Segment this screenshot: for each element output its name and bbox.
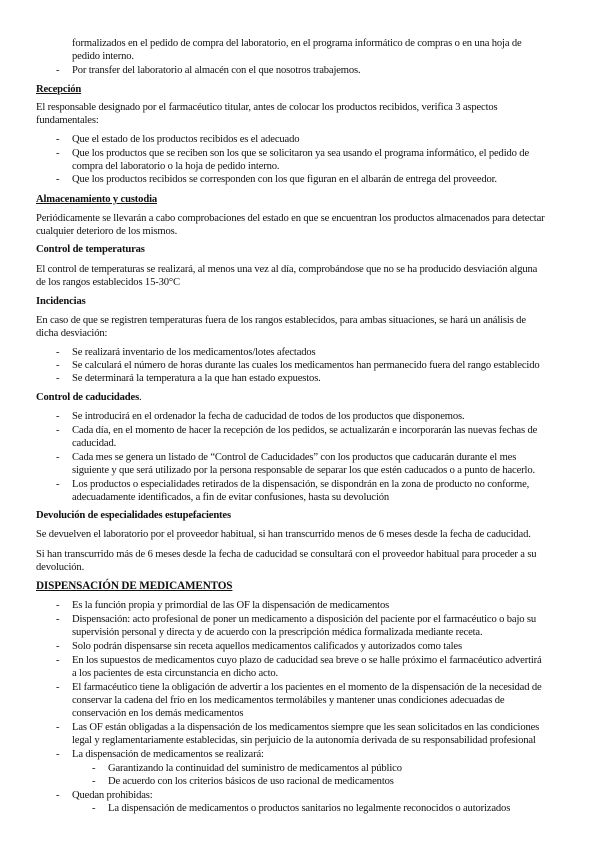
bullet-text: a los pacientes de esta circunstancia en dicho acto. — [72, 668, 279, 679]
subheading-caducidades-tail: . — [139, 392, 142, 403]
bullet-dash: - — [56, 134, 60, 145]
subheading-caducidades-text: Control de caducidades — [36, 392, 140, 403]
bullet-text: compra del laboratorio o la hoja de pedido interno. — [72, 161, 280, 172]
bullet-text: adecuadamente identificados, a fin de evitar confusiones, hasta su devolución — [72, 492, 390, 503]
bullet-text: Se determinará la temperatura a la que han estado expuestos. — [72, 373, 321, 384]
body-text: pedido interno. — [72, 51, 134, 62]
bullet-dash: - — [56, 148, 60, 159]
bullet-dash: - — [56, 790, 60, 801]
bullet-text: Dispensación: acto profesional de poner un medicamento a disposición del paciente por el farmacéutico o bajo su — [72, 614, 537, 625]
bullet-dash: - — [56, 452, 60, 463]
bullet-text: legal y reglamentariamente establecidas, sin perjuicio de la autonomía derivada de su responsabilidad profesional — [72, 735, 536, 746]
subheading-incidencias: Incidencias — [36, 296, 86, 307]
bullet-text: Los productos o especialidades retirados de la dispensación, se dispondrán en la zona de producto no conforme, — [72, 479, 530, 490]
section-heading-almacenamiento: Almacenamiento y custodia — [36, 194, 158, 205]
bullet-dash: - — [56, 411, 60, 422]
paragraph: de los rangos establecidos 15-30°C — [36, 277, 180, 288]
bullet-dash: - — [56, 479, 60, 490]
paragraph: El responsable designado por el farmacéutico titular, antes de colocar los productos recibidos, verifica 3 aspectos — [36, 102, 498, 113]
bullet-text: Cada mes se genera un listado de “Control de Caducidades” con los productos que caducarán durante el mes — [72, 452, 517, 463]
bullet-dash: - — [56, 347, 60, 358]
sub-bullet-text: Garantizando la continuidad del suministro de medicamentos al público — [108, 763, 402, 774]
paragraph: devolución. — [36, 562, 85, 573]
sub-bullet-dash: - — [92, 763, 96, 774]
bullet-dash: - — [56, 722, 60, 733]
bullet-text: Solo podrán dispensarse sin receta aquellos medicamentos calificados y autorizados como tales — [72, 641, 462, 652]
paragraph: Se devuelven el laboratorio por el proveedor habitual, si han transcurrido menos de 6 meses desde la fecha de caducidad. — [36, 529, 531, 540]
paragraph: Si han transcurrido más de 6 meses desde la fecha de caducidad se consultará con el proveedor habitual para proceder a su — [36, 549, 537, 560]
bullet-text: Cada día, en el momento de hacer la recepción de los pedidos, se actualizarán e incorporarán las nuevas fechas de — [72, 425, 538, 436]
paragraph: fundamentales: — [36, 115, 99, 126]
sub-bullet-dash: - — [92, 776, 96, 787]
paragraph: Periódicamente se llevarán a cabo comprobaciones del estado en que se encuentran los productos almacenados para detectar — [36, 213, 545, 224]
bullet-dash: - — [56, 655, 60, 666]
bullet-text: supervisión personal y directa y de acuerdo con la prescripción médica formalizada mediante receta. — [72, 627, 483, 638]
sub-bullet-text: La dispensación de medicamentos o productos sanitarios no legalmente reconocidos o autorizados — [108, 803, 511, 814]
bullet-text: La dispensación de medicamentos se realizará: — [72, 749, 264, 760]
bullet-text: conservación en los demás medicamentos — [72, 708, 244, 719]
subheading-caducidades — [36, 391, 142, 404]
bullet-dash: - — [56, 174, 60, 185]
bullet-text: Que los productos recibidos se corresponden con los que figuran en el albarán de entrega del proveedor. — [72, 174, 497, 185]
paragraph: dicha desviación: — [36, 328, 108, 339]
bullet-dash: - — [56, 749, 60, 760]
bullet-dash: - — [56, 682, 60, 693]
bullet-text: Por transfer del laboratorio al almacén con el que nosotros trabajemos. — [72, 65, 361, 76]
section-heading-recepcion: Recepción — [36, 84, 82, 95]
bullet-text: Las OF están obligadas a la dispensación de los medicamentos siempre que les sean solicitados en las condiciones — [72, 722, 540, 733]
bullet-text: Se realizará inventario de los medicamentos/lotes afectados — [72, 347, 316, 358]
bullet-dash: - — [56, 373, 60, 384]
section-heading-dispensacion: DISPENSACIÓN DE MEDICAMENTOS — [36, 580, 233, 592]
sub-bullet-text: De acuerdo con los criterios básicos de uso racional de medicamentos — [108, 776, 394, 787]
bullet-text: siguiente y que será utilizado por la persona responsable de separar los que estén caducados o a punto de hacerlo. — [72, 465, 535, 476]
bullet-text: Se introducirá en el ordenador la fecha de caducidad de todos de los productos que disponemos. — [72, 411, 465, 422]
paragraph: En caso de que se registren temperaturas fuera de los rangos establecidos, para ambas situaciones, se hará un análisis de — [36, 315, 526, 326]
sub-bullet-dash: - — [92, 803, 96, 814]
bullet-text: Quedan prohibidas: — [72, 790, 153, 801]
bullet-dash: - — [56, 65, 60, 76]
bullet-dash: - — [56, 641, 60, 652]
paragraph: cualquier deterioro de los mismos. — [36, 226, 178, 237]
bullet-dash: - — [56, 360, 60, 371]
bullet-text: Es la función propia y primordial de las OF la dispensación de medicamentos — [72, 600, 390, 611]
paragraph: El control de temperaturas se realizará, al menos una vez al día, comprobándose que no se ha producido desviación alguna — [36, 264, 538, 275]
bullet-dash: - — [56, 425, 60, 436]
bullet-text: Que el estado de los productos recibidos es el adecuado — [72, 134, 300, 145]
bullet-text: conservar la cadena del frío en los medicamentos termolábiles y mantener unas condiciones adecuadas de — [72, 695, 505, 706]
bullet-text: Que los productos que se reciben son los que se solicitaron ya sea usando el programa informático, el pedido de — [72, 148, 529, 159]
bullet-text: caducidad. — [72, 438, 117, 449]
bullet-dash: - — [56, 600, 60, 611]
body-text: formalizados en el pedido de compra del laboratorio, en el programa informático de compras o en una hoja de — [72, 38, 522, 49]
subheading-temperaturas: Control de temperaturas — [36, 244, 145, 255]
bullet-text: El farmacéutico tiene la obligación de advertir a los pacientes en el momento de la dispensación de la necesidad de — [72, 682, 542, 693]
bullet-text: En los supuestos de medicamentos cuyo plazo de caducidad sea breve o se halle próximo el farmacéutico advertirá — [72, 655, 542, 666]
subheading-devolucion: Devolución de especialidades estupefacientes — [36, 510, 231, 521]
bullet-text: Se calculará el número de horas durante las cuales los medicamentos han permanecido fuera del rango establecido — [72, 360, 540, 371]
bullet-dash: - — [56, 614, 60, 625]
